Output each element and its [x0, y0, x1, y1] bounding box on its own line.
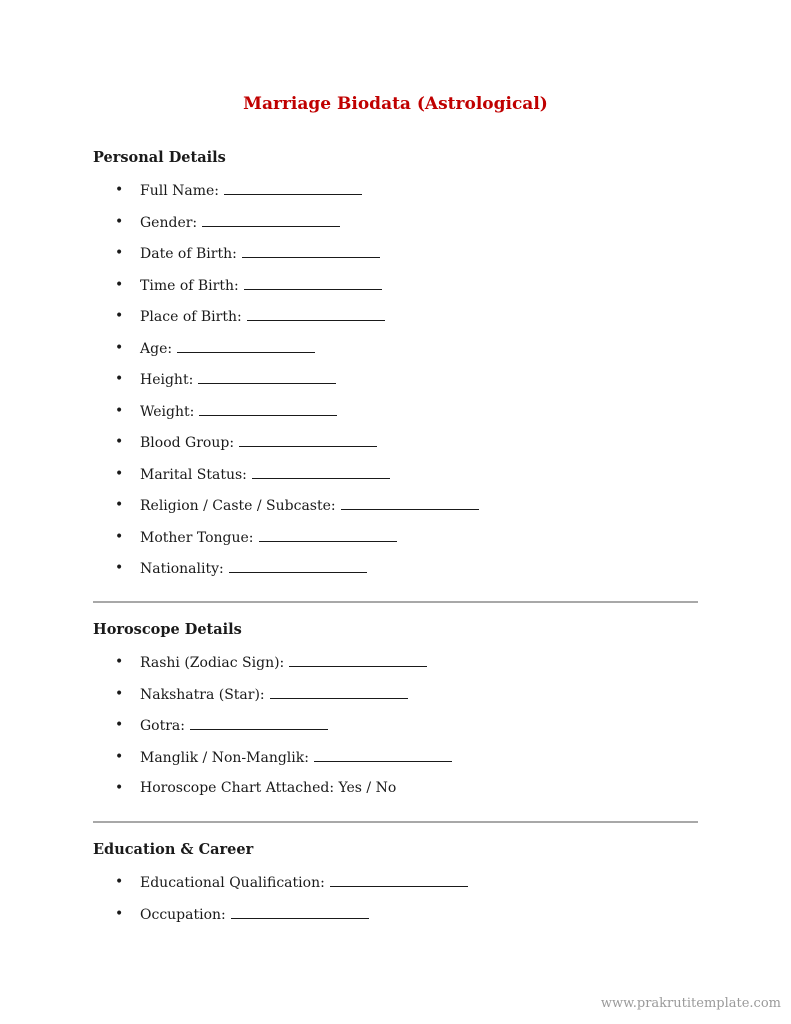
- section-heading-horoscope: Horoscope Details: [93, 621, 242, 638]
- blank-line[interactable]: [202, 212, 340, 227]
- blank-line[interactable]: [177, 338, 315, 353]
- field-horoscope-chart: [93, 778, 693, 810]
- field-height: [93, 369, 693, 401]
- field-label: Height:: [140, 372, 194, 388]
- field-date-of-birth: [93, 243, 693, 275]
- field-full-name: [93, 180, 693, 212]
- blank-line[interactable]: [231, 904, 369, 919]
- field-age: [93, 338, 693, 370]
- field-label: Nationality:: [140, 561, 224, 577]
- field-blood-group: [93, 432, 693, 464]
- field-qualification: [93, 872, 693, 904]
- field-nationality: [93, 558, 693, 590]
- blank-line[interactable]: [244, 275, 382, 290]
- document-title: Marriage Biodata (Astrological): [243, 94, 548, 114]
- blank-line[interactable]: [252, 464, 390, 479]
- field-nakshatra: [93, 684, 693, 716]
- field-label: Rashi (Zodiac Sign):: [140, 655, 285, 671]
- field-label: Gotra:: [140, 718, 185, 734]
- horoscope-details-list: [93, 652, 693, 810]
- field-label: Nakshatra (Star):: [140, 686, 265, 703]
- field-weight: [93, 401, 693, 433]
- field-label: Marital Status:: [140, 466, 247, 483]
- blank-line[interactable]: [270, 684, 408, 699]
- section-heading-personal: Personal Details: [93, 149, 226, 166]
- blank-line[interactable]: [247, 306, 385, 321]
- field-label: Manglik / Non-Manglik:: [140, 749, 309, 766]
- field-label: Blood Group:: [140, 435, 235, 451]
- field-label: Full Name:: [140, 183, 220, 199]
- education-details-list: [93, 872, 693, 935]
- watermark: www.prakrutitemplate.com: [600, 996, 781, 1011]
- field-label: Gender:: [140, 214, 198, 231]
- personal-details-list: [93, 180, 693, 590]
- section-divider: [93, 821, 698, 823]
- field-label: Religion / Caste / Subcaste:: [140, 498, 336, 514]
- field-label: Place of Birth:: [140, 309, 242, 325]
- field-time-of-birth: [93, 275, 693, 307]
- field-gender: [93, 212, 693, 244]
- blank-line[interactable]: [190, 715, 328, 730]
- blank-line[interactable]: [199, 401, 337, 416]
- field-label: Mother Tongue:: [140, 529, 254, 546]
- blank-line[interactable]: [224, 180, 362, 195]
- blank-line[interactable]: [229, 558, 367, 573]
- blank-line[interactable]: [259, 527, 397, 542]
- field-manglik: [93, 747, 693, 779]
- field-gotra: [93, 715, 693, 747]
- blank-line[interactable]: [198, 369, 336, 384]
- field-mother-tongue: [93, 527, 693, 559]
- field-rashi: [93, 652, 693, 684]
- field-place-of-birth: [93, 306, 693, 338]
- field-label: Horoscope Chart Attached: Yes / No: [140, 780, 397, 796]
- field-label: Weight:: [140, 403, 195, 420]
- blank-line[interactable]: [239, 432, 377, 447]
- field-religion-caste: [93, 495, 693, 527]
- field-label: Educational Qualification:: [140, 875, 325, 891]
- blank-line[interactable]: [289, 652, 427, 667]
- field-label: Date of Birth:: [140, 246, 237, 262]
- section-divider: [93, 601, 698, 603]
- blank-line[interactable]: [341, 495, 479, 510]
- field-marital-status: [93, 464, 693, 496]
- blank-line[interactable]: [242, 243, 380, 258]
- field-label: Time of Birth:: [140, 277, 239, 294]
- blank-line[interactable]: [314, 747, 452, 762]
- field-occupation: [93, 904, 693, 936]
- field-label: Age:: [140, 340, 173, 357]
- field-label: Occupation:: [140, 906, 226, 923]
- blank-line[interactable]: [330, 872, 468, 887]
- section-heading-education: Education & Career: [93, 841, 254, 858]
